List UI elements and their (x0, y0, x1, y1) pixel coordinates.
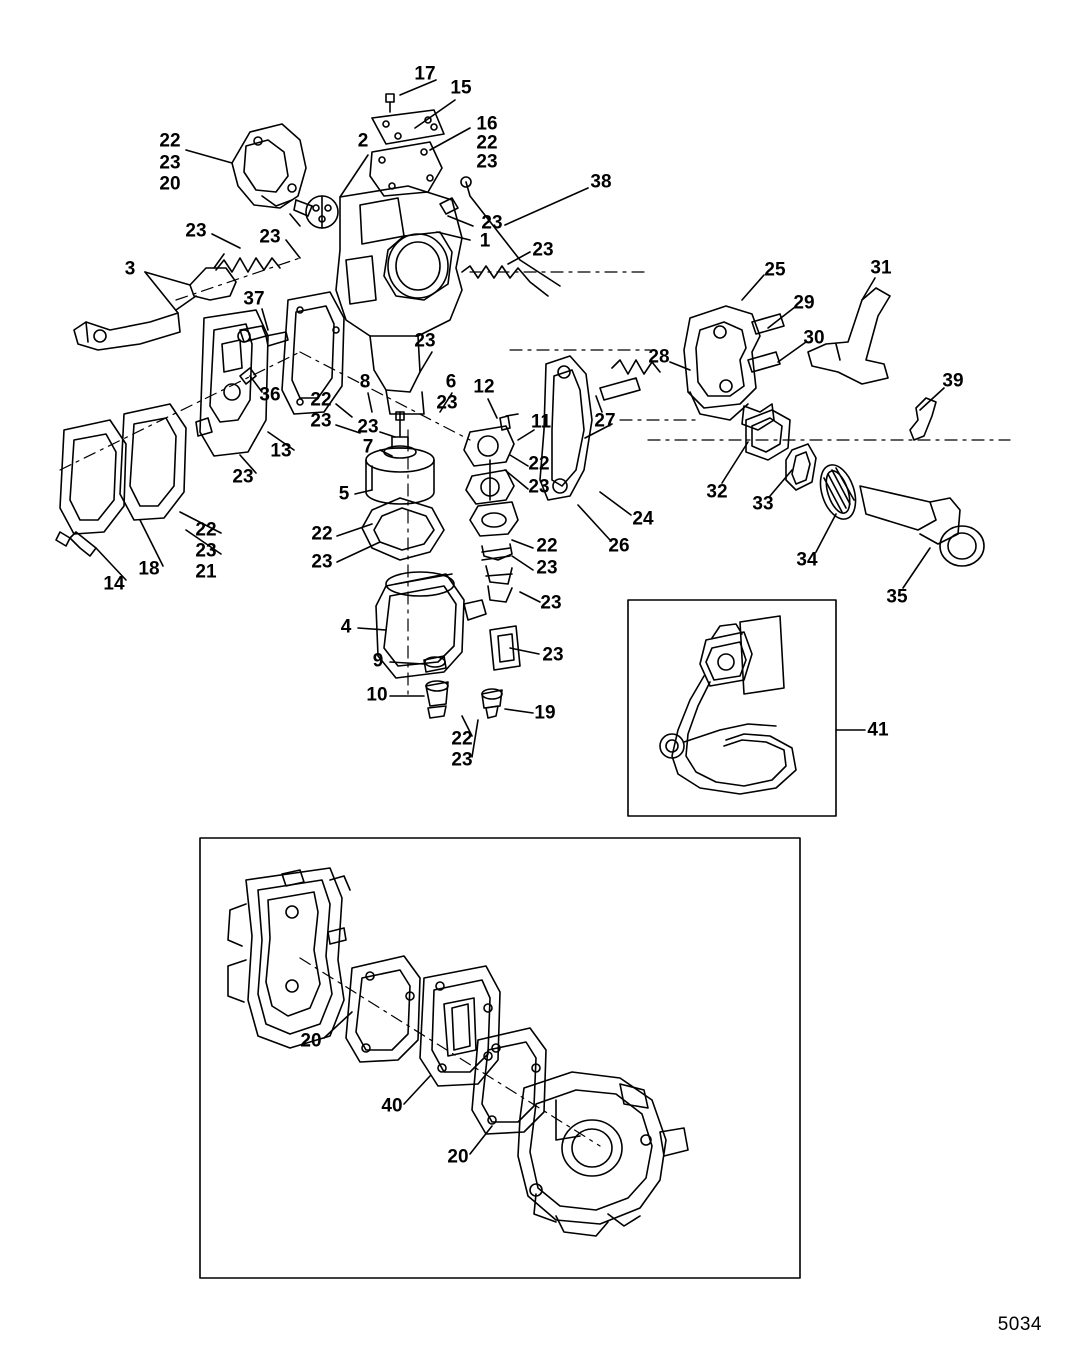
callout-22-b: 22 (476, 132, 498, 154)
callout-23-a: 23 (159, 152, 181, 174)
callout-23-j: 23 (357, 416, 379, 438)
callout-33: 33 (752, 493, 774, 515)
callout-6: 6 (445, 371, 457, 393)
callout-23-c: 23 (481, 212, 503, 234)
callout-30: 30 (803, 327, 825, 349)
callout-16: 16 (476, 113, 498, 135)
callout-41: 41 (867, 719, 889, 741)
callout-14: 14 (103, 573, 125, 595)
callout-13: 13 (270, 440, 292, 462)
callout-21: 21 (195, 561, 217, 583)
callout-25: 25 (764, 259, 786, 281)
callout-23-i: 23 (310, 410, 332, 432)
callout-34: 34 (796, 549, 818, 571)
callout-38: 38 (590, 171, 612, 193)
callout-23-f: 23 (532, 239, 554, 261)
callout-18: 18 (138, 558, 160, 580)
callout-20-a: 20 (159, 173, 181, 195)
callout-20-c: 20 (447, 1146, 469, 1168)
callout-32: 32 (706, 481, 728, 503)
callout-23-l: 23 (232, 466, 254, 488)
callout-22-f: 22 (311, 523, 333, 545)
callout-10: 10 (366, 684, 388, 706)
callout-2: 2 (357, 130, 369, 152)
callout-22-a: 22 (159, 130, 181, 152)
callout-23-g: 23 (414, 330, 436, 352)
callout-29: 29 (793, 292, 815, 314)
callout-19: 19 (534, 702, 556, 724)
callout-22-c: 22 (310, 389, 332, 411)
callout-7: 7 (362, 436, 374, 458)
callout-23-e: 23 (259, 226, 281, 248)
callout-17: 17 (414, 63, 436, 85)
callout-23-r: 23 (451, 749, 473, 771)
callout-1: 1 (479, 230, 491, 252)
callout-12: 12 (473, 376, 495, 398)
callout-26: 26 (608, 535, 630, 557)
callout-20-b: 20 (300, 1030, 322, 1052)
callout-15: 15 (450, 77, 472, 99)
callout-8: 8 (359, 371, 371, 393)
callout-23-m: 23 (195, 540, 217, 562)
callout-23-h: 23 (436, 392, 458, 414)
callout-23-k: 23 (528, 476, 550, 498)
callout-22-e: 22 (195, 519, 217, 541)
callout-28: 28 (648, 346, 670, 368)
callout-22-h: 22 (451, 728, 473, 750)
callout-35: 35 (886, 586, 908, 608)
callout-23-o: 23 (536, 557, 558, 579)
callout-23-b: 23 (476, 151, 498, 173)
callout-22-d: 22 (528, 453, 550, 475)
callout-23-p: 23 (540, 592, 562, 614)
callout-3: 3 (124, 258, 136, 280)
callout-36: 36 (259, 384, 281, 406)
callout-31: 31 (870, 257, 892, 279)
callout-27: 27 (594, 410, 616, 432)
callout-4: 4 (340, 616, 352, 638)
callout-9: 9 (372, 650, 384, 672)
callout-39: 39 (942, 370, 964, 392)
callout-11: 11 (530, 411, 552, 433)
callout-24: 24 (632, 508, 654, 530)
callout-40: 40 (381, 1095, 403, 1117)
drawing-number: 5034 (997, 1314, 1042, 1335)
callout-5: 5 (338, 483, 350, 505)
callout-23-q: 23 (542, 644, 564, 666)
callout-22-g: 22 (536, 535, 558, 557)
callout-37: 37 (243, 288, 265, 310)
callout-23-n: 23 (311, 551, 333, 573)
callout-23-d: 23 (185, 220, 207, 242)
